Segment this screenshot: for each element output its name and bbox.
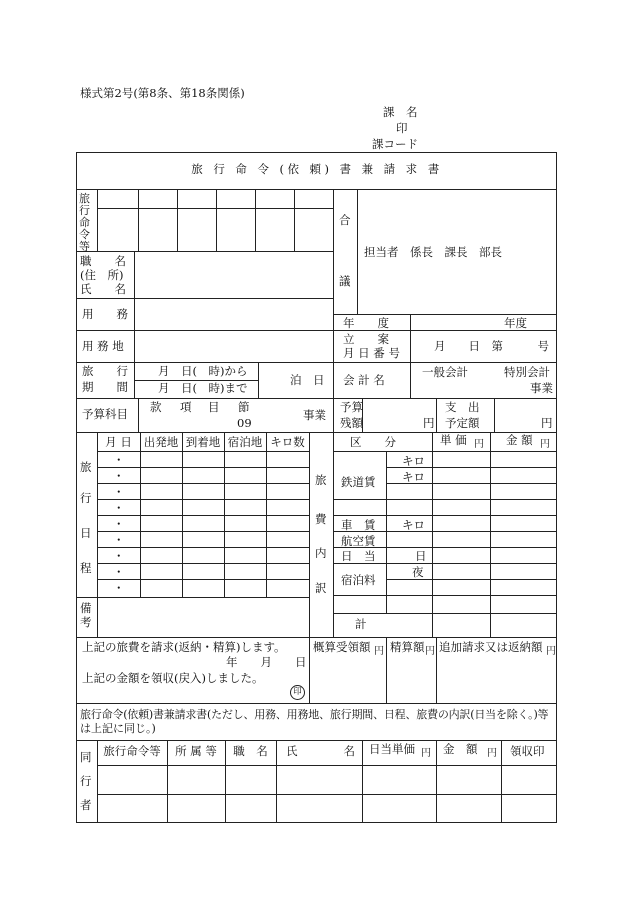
claim-line-2: 上記の金額を領収(戻入)しました。 xyxy=(82,671,264,685)
fiscal-year-label: 年度 xyxy=(504,316,527,330)
itinerary-row-line xyxy=(97,579,309,580)
companion-header-receipt: 領収印 xyxy=(510,744,545,758)
itinerary-row-line xyxy=(97,515,309,516)
approval-label-1: 合 xyxy=(339,213,351,227)
draft-label-1: 立 案 xyxy=(343,332,389,346)
place-row-bottom-line xyxy=(76,362,557,363)
claim-col-line xyxy=(386,637,387,703)
order-grid-mid-line xyxy=(97,208,333,209)
expense-header-amount-yen: 円 xyxy=(540,439,550,450)
itinerary-date-dot: ・ xyxy=(113,501,125,515)
itinerary-header-km: キロ数 xyxy=(270,435,305,449)
budget-balance-label-2: 残額 xyxy=(340,416,363,430)
business-label: 用 務 xyxy=(82,307,128,321)
companion-header-position: 職 名 xyxy=(233,744,268,758)
order-grid-col-line xyxy=(177,189,178,251)
year-label: 年 度 xyxy=(343,316,389,330)
note-line-2: は上記に同じ。) xyxy=(80,722,156,735)
settled-yen: 円 xyxy=(425,646,435,657)
form-number: 様式第2号(第8条、第18条関係) xyxy=(80,86,245,100)
itinerary-col-line xyxy=(266,432,267,597)
itinerary-date-dot: ・ xyxy=(113,469,125,483)
itinerary-row-line xyxy=(97,531,309,532)
claim-top-line xyxy=(76,637,557,638)
remarks-label-2: 考 xyxy=(80,615,92,629)
car-label: 車 賃 xyxy=(341,518,376,532)
planned-label-2: 予定額 xyxy=(445,416,480,430)
itinerary-date-dot: ・ xyxy=(113,453,125,467)
setsu-label: 節 xyxy=(238,400,250,414)
expense-header-amount: 金 額 xyxy=(506,433,533,447)
remarks-label-1: 備 xyxy=(80,601,92,615)
travel-period-label-2: 期 間 xyxy=(82,380,128,394)
accounting-left-divider xyxy=(333,330,334,432)
accounting-label-divider xyxy=(410,314,411,362)
railway-label: 鉄道賃 xyxy=(341,475,376,489)
companion-col-line xyxy=(276,740,277,823)
name-label: 氏 名 xyxy=(80,282,126,296)
order-grid-col-line xyxy=(294,189,295,251)
moku-label: 目 xyxy=(208,400,220,414)
daily-label: 日 当 xyxy=(341,549,376,563)
companion-header-dept: 所 属 等 xyxy=(175,744,217,758)
expense-row-line xyxy=(333,595,557,596)
itinerary-row-line xyxy=(97,563,309,564)
companion-amount-yen: 円 xyxy=(487,748,497,759)
itinerary-date-dot: ・ xyxy=(113,581,125,595)
itinerary-label-2: 行 xyxy=(80,491,92,505)
business-place-label: 用 務 地 xyxy=(82,339,124,353)
itinerary-date-dot: ・ xyxy=(113,549,125,563)
itinerary-header-arrival: 到着地 xyxy=(185,435,221,449)
expense-label-4: 訳 xyxy=(315,581,327,595)
nights-label: 泊 日 xyxy=(290,373,325,387)
companion-col-line xyxy=(436,740,437,823)
business-row-bottom-line xyxy=(76,330,557,331)
itinerary-header-line xyxy=(97,451,309,452)
order-no-label: 旅行命令等 xyxy=(79,192,90,253)
order-grid-bottom-line xyxy=(76,251,333,252)
draft-label-2: 月 日 番 号 xyxy=(343,346,400,360)
approval-bottom-line xyxy=(333,314,557,315)
itinerary-header-date: 月 日 xyxy=(105,435,132,449)
companion-header-line xyxy=(97,765,557,766)
companion-col-line xyxy=(501,740,502,823)
setsu-value: 09 xyxy=(237,416,252,430)
itinerary-right-line xyxy=(309,432,310,637)
expense-col-line xyxy=(490,432,491,637)
expense-header-line xyxy=(333,451,557,452)
approval-label-2: 議 xyxy=(339,274,351,288)
budget-balance-yen: 円 xyxy=(423,416,435,430)
railway-km-1: キロ xyxy=(402,454,425,468)
general-account: 一般会計 xyxy=(422,365,468,379)
itinerary-label-3: 日 xyxy=(80,526,92,540)
itinerary-col-line xyxy=(224,432,225,597)
name-row-bottom-line xyxy=(76,298,333,299)
itinerary-col-line xyxy=(182,432,183,597)
expense-row-line xyxy=(386,579,557,580)
remarks-divider xyxy=(97,597,98,637)
section-name-label: 課 名 xyxy=(383,105,418,119)
jigyou-label: 事業 xyxy=(303,408,326,422)
note-top-line xyxy=(76,703,557,704)
itinerary-row-line xyxy=(97,499,309,500)
itinerary-row-line xyxy=(97,467,309,468)
travel-period-label-1: 旅 行 xyxy=(82,364,128,378)
companion-label-1: 同 xyxy=(80,750,92,764)
claim-col-line xyxy=(309,637,310,703)
period-divider xyxy=(410,362,411,398)
period-divider xyxy=(134,362,135,398)
expense-label-1: 旅 xyxy=(315,473,327,487)
itinerary-header-lodging: 宿泊地 xyxy=(227,435,263,449)
itinerary-date-dot: ・ xyxy=(113,565,125,579)
budget-divider xyxy=(138,398,139,432)
expense-label-2: 費 xyxy=(315,512,327,526)
planned-label-1: 支 出 xyxy=(445,400,480,414)
budget-balance-label-1: 予算 xyxy=(340,400,363,414)
budget-item-label: 予算科目 xyxy=(82,407,128,421)
total-label: 計 xyxy=(355,617,367,631)
itinerary-date-dot: ・ xyxy=(113,517,125,531)
order-grid-col-line xyxy=(138,189,139,251)
seal-label: 印 xyxy=(396,121,408,135)
special-account: 特別会計 xyxy=(504,365,550,379)
expense-col-line xyxy=(432,432,433,637)
companion-row-line xyxy=(97,794,557,795)
note-line-1: 旅行命令(依頼)書兼請求書(ただし、用務、用務地、旅行期間、日程、旅費の内訳(日当を除く。)等 xyxy=(80,708,549,721)
settled-label: 精算額 xyxy=(390,640,425,654)
itinerary-label-1: 旅 xyxy=(80,460,92,474)
position-label: 職 名 xyxy=(80,254,126,268)
period-from: 月 日( 時)から xyxy=(158,364,248,378)
section-code-label: 課コード xyxy=(372,137,418,151)
additional-yen: 円 xyxy=(546,646,556,657)
order-grid-col-line xyxy=(216,189,217,251)
companion-daily-yen: 円 xyxy=(421,748,431,759)
kou-label: 項 xyxy=(180,400,192,414)
itinerary-row-line xyxy=(97,483,309,484)
expense-header-unit-yen: 円 xyxy=(474,439,484,450)
label-column-divider xyxy=(134,251,135,362)
title-divider xyxy=(76,189,557,190)
period-to: 月 日( 時)まで xyxy=(158,381,248,395)
budget-divider xyxy=(494,398,495,432)
budget-row-bottom-line xyxy=(76,432,557,433)
planned-yen: 円 xyxy=(541,416,553,430)
expense-row-line xyxy=(333,499,557,500)
additional-label: 追加請求又は返納額 xyxy=(439,640,543,654)
budget-divider xyxy=(436,398,437,432)
account-label: 会 計 名 xyxy=(343,373,385,387)
itinerary-date-dot: ・ xyxy=(113,485,125,499)
address-label: (住 所) xyxy=(80,268,124,282)
special-account-2: 事業 xyxy=(530,381,553,395)
expense-row-line xyxy=(333,563,557,564)
itinerary-date-dot: ・ xyxy=(113,533,125,547)
railway-km-2: キロ xyxy=(402,470,425,484)
companion-col-line xyxy=(362,740,363,823)
companion-header-order: 旅行命令等 xyxy=(103,744,161,758)
period-row-bottom-line xyxy=(76,398,557,399)
approval-label-divider xyxy=(357,189,358,314)
claim-date: 年 月 日 xyxy=(226,655,307,669)
itinerary-bottom-line xyxy=(76,597,309,598)
lodging-label: 宿泊料 xyxy=(341,573,376,587)
kan-label: 款 xyxy=(150,400,162,414)
itinerary-header-departure: 出発地 xyxy=(143,435,179,449)
companion-header-name: 氏 名 xyxy=(286,744,355,758)
expense-col-line xyxy=(333,432,334,637)
approval-staff: 担当者 係長 課長 部長 xyxy=(364,245,502,259)
order-grid-col-line xyxy=(255,189,256,251)
claim-line-1: 上記の旅費を請求(返納・精算)します。 xyxy=(82,640,286,654)
daily-day: 日 xyxy=(415,549,427,563)
companion-top-line xyxy=(76,740,557,741)
expense-header-section: 区 分 xyxy=(350,435,396,449)
draft-date-number: 月 日 第 号 xyxy=(434,339,549,353)
expense-total-top-line xyxy=(333,613,557,614)
form-title: 旅 行 命 令 (依 頼) 書 兼 請 求 書 xyxy=(191,162,443,176)
expense-row-line xyxy=(333,515,557,516)
itinerary-col-line xyxy=(140,432,141,597)
expense-label-3: 内 xyxy=(315,546,327,560)
itinerary-col-line xyxy=(97,432,98,597)
claim-stamp: 印 xyxy=(290,685,305,700)
companion-label-3: 者 xyxy=(80,798,92,812)
claim-col-line xyxy=(436,637,437,703)
companion-header-daily: 日当単価 xyxy=(369,742,415,756)
car-km: キロ xyxy=(402,518,425,532)
itinerary-row-line xyxy=(97,547,309,548)
order-grid-col-line xyxy=(97,189,98,251)
itinerary-label-4: 程 xyxy=(80,561,92,575)
left-right-divider xyxy=(333,189,334,330)
expense-header-unit: 単 価 xyxy=(440,433,467,447)
air-label: 航空賃 xyxy=(341,534,376,548)
companion-label-2: 行 xyxy=(80,774,92,788)
companion-header-amount: 金 額 xyxy=(443,742,478,756)
estimated-label: 概算受領額 xyxy=(313,640,371,654)
expense-col-line xyxy=(386,451,387,613)
lodging-night: 夜 xyxy=(412,565,424,579)
period-divider xyxy=(258,362,259,398)
estimated-yen: 円 xyxy=(374,646,384,657)
